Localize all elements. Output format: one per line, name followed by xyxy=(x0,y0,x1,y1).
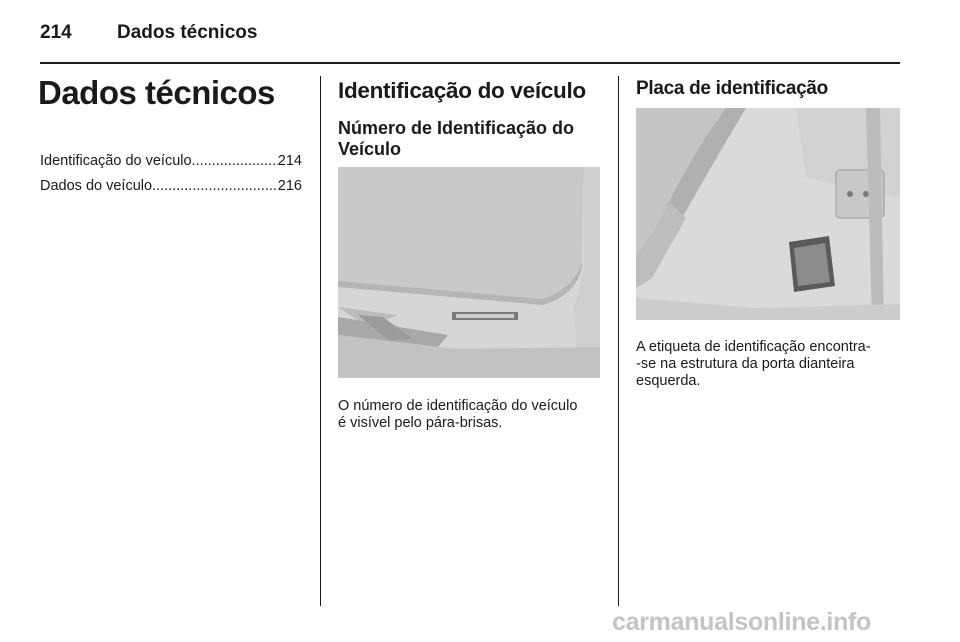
door-frame-plate-photo xyxy=(636,108,900,320)
plate-paragraph xyxy=(636,339,911,390)
door-frame-illustration xyxy=(636,108,900,320)
running-header: Dados técnicos xyxy=(117,22,258,43)
plate-text-line: A etiqueta de identificação encontra- xyxy=(636,339,871,355)
section-title: Identificação do veículo xyxy=(338,78,586,103)
toc-entry[interactable] xyxy=(40,178,302,194)
plate-heading: Placa de identificação xyxy=(636,78,828,99)
toc-entry-page: 214 xyxy=(277,153,302,169)
column-divider xyxy=(320,76,321,606)
vin-heading-line: Número de Identificação do xyxy=(338,118,575,138)
toc-entry-page: 216 xyxy=(277,178,302,194)
vin-heading-line: Veículo xyxy=(338,139,402,159)
windshield-vin-photo xyxy=(338,167,600,378)
toc-entry-label: Identificação do veículo xyxy=(40,153,192,169)
vin-heading xyxy=(338,118,608,160)
toc-leader xyxy=(192,153,278,169)
vin-text-line: é visível pelo pára-brisas. xyxy=(338,415,503,431)
windshield-illustration xyxy=(338,167,600,378)
toc-leader xyxy=(152,178,278,194)
column-divider xyxy=(618,76,619,606)
plate-text-line: -se na estrutura da porta dianteira xyxy=(636,356,855,372)
toc-entry-label: Dados do veículo xyxy=(40,178,153,194)
header-rule xyxy=(40,62,900,64)
watermark: carmanualsonline.info xyxy=(612,608,872,636)
vin-text-line: O número de identificação do veículo xyxy=(338,398,578,414)
toc-entry[interactable] xyxy=(40,153,302,169)
vin-paragraph xyxy=(338,398,613,432)
plate-text-line: esquerda. xyxy=(636,373,701,389)
chapter-title: Dados técnicos xyxy=(38,74,275,111)
page-number: 214 xyxy=(40,22,72,43)
